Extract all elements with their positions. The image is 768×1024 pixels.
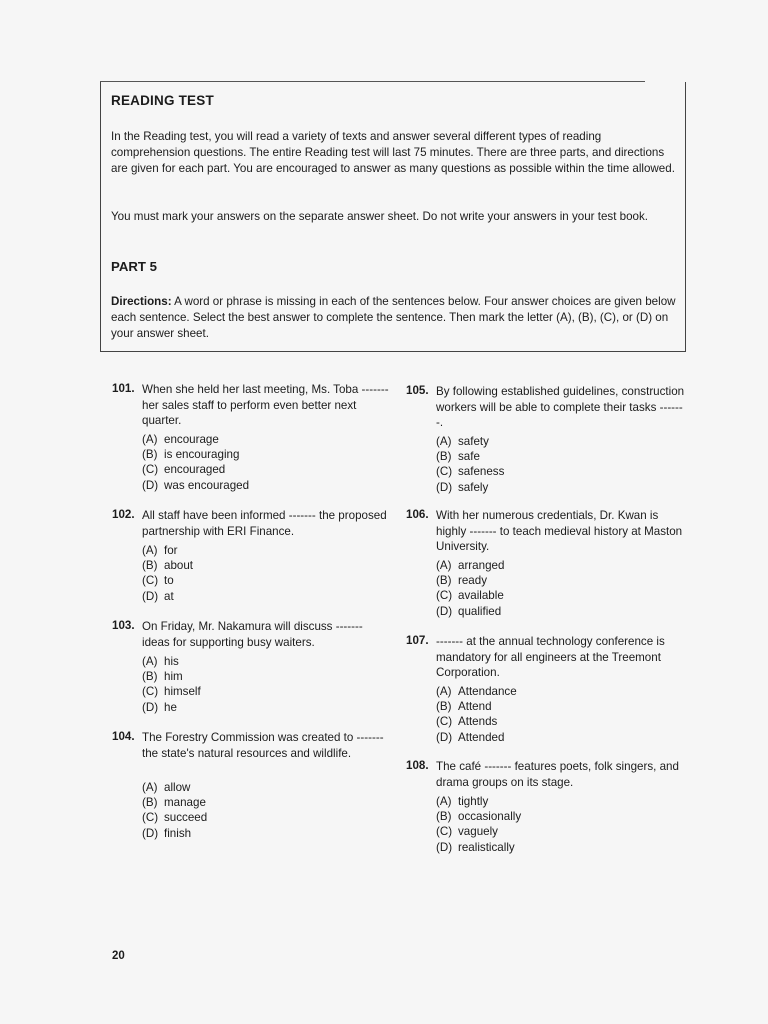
question-number: 104.	[112, 730, 135, 743]
instructions-box	[100, 82, 686, 352]
answer-options	[142, 780, 392, 841]
question-number: 102.	[112, 508, 135, 521]
directions-text: A word or phrase is missing in each of the sentences below. Four answer choices are given below each sentence. Select the best answer to complete the sentence. Then mark the letter (A), (B), (C), or (D) on your answer sheet.	[111, 295, 676, 340]
question-number: 101.	[112, 382, 135, 395]
option-a: (A) tightly	[436, 795, 489, 808]
instruction-paragraph: You must mark your answers on the separate answer sheet. Do not write your answers in your test book.	[111, 210, 649, 223]
option-c: (C) to	[142, 574, 174, 588]
answer-options	[436, 434, 686, 495]
directions-paragraph	[111, 294, 679, 342]
option-b: (B) ready	[436, 574, 488, 588]
intro-paragraph: In the Reading test, you will read a variety of texts and answer several different types of reading comprehension questions. The entire Reading test will last 75 minutes. There are three parts, and directions are given for each part. You are encouraged to answer as many questions as possible within the time allowed.	[111, 130, 675, 175]
option-c: (C) safeness	[436, 465, 505, 479]
question-number: 107.	[406, 634, 429, 647]
question-text: All staff have been informed ------- the proposed partnership with ERI Finance.	[142, 509, 387, 538]
option-b: (B) manage	[142, 796, 206, 810]
option-d: (D) realistically	[436, 840, 515, 854]
option-c: (C) vaguely	[436, 825, 498, 839]
option-d: (D) safely	[436, 480, 489, 494]
option-d: (D) finish	[142, 826, 192, 840]
option-b: (B) him	[142, 670, 183, 684]
option-b: (B) is encouraging	[142, 448, 240, 462]
answer-options	[142, 654, 392, 715]
option-d: (D) he	[142, 700, 177, 714]
option-c: (C) encouraged	[142, 463, 226, 477]
answer-options	[436, 558, 686, 619]
option-b: (B) about	[142, 559, 194, 573]
option-c: (C) Attends	[436, 715, 498, 729]
option-a: (A) allow	[142, 781, 191, 794]
option-b: (B) safe	[436, 450, 480, 464]
option-c: (C) himself	[142, 685, 201, 699]
question-text: ------- at the annual technology conference is mandatory for all engineers at the Treemont Corporation.	[436, 635, 665, 679]
part-title: PART 5	[111, 259, 157, 274]
option-b: (B) occasionally	[436, 810, 522, 824]
option-b: (B) Attend	[436, 700, 492, 714]
section-title: READING TEST	[111, 93, 214, 108]
answer-options	[436, 794, 686, 855]
option-a: (A) safety	[436, 435, 489, 448]
question-text: By following established guidelines, construction workers will be able to complete their tasks -------.	[436, 385, 685, 429]
option-a: (A) encourage	[142, 433, 219, 446]
option-c: (C) available	[436, 589, 504, 603]
question-number: 103.	[112, 619, 135, 632]
question-number: 108.	[406, 759, 429, 772]
question-text: The Forestry Commission was created to ------- the state's natural resources and wildlife.	[142, 731, 384, 760]
option-a: (A) Attendance	[436, 685, 517, 698]
question-text: With her numerous credentials, Dr. Kwan is highly ------- to teach medieval history at Maston University.	[436, 509, 683, 553]
option-a: (A) arranged	[436, 559, 505, 572]
option-d: (D) was encouraged	[142, 478, 250, 492]
answer-options	[436, 684, 686, 745]
option-c: (C) succeed	[142, 811, 208, 825]
question-text: On Friday, Mr. Nakamura will discuss ------- ideas for supporting busy waiters.	[142, 620, 363, 649]
answer-options	[142, 432, 392, 493]
page-number: 20	[112, 950, 125, 962]
directions-label: Directions:	[111, 295, 172, 308]
question-number: 106.	[406, 508, 429, 521]
option-d: (D) at	[142, 589, 174, 603]
option-d: (D) Attended	[436, 730, 505, 744]
question-text: The café ------- features poets, folk singers, and drama groups on its stage.	[436, 760, 679, 789]
question-number: 105.	[406, 384, 429, 397]
answer-options	[142, 543, 392, 604]
option-a: (A) his	[142, 655, 179, 668]
option-d: (D) qualified	[436, 604, 502, 618]
option-a: (A) for	[142, 544, 178, 557]
question-text: When she held her last meeting, Ms. Toba ------- her sales staff to perform even better next quarter.	[142, 383, 389, 427]
